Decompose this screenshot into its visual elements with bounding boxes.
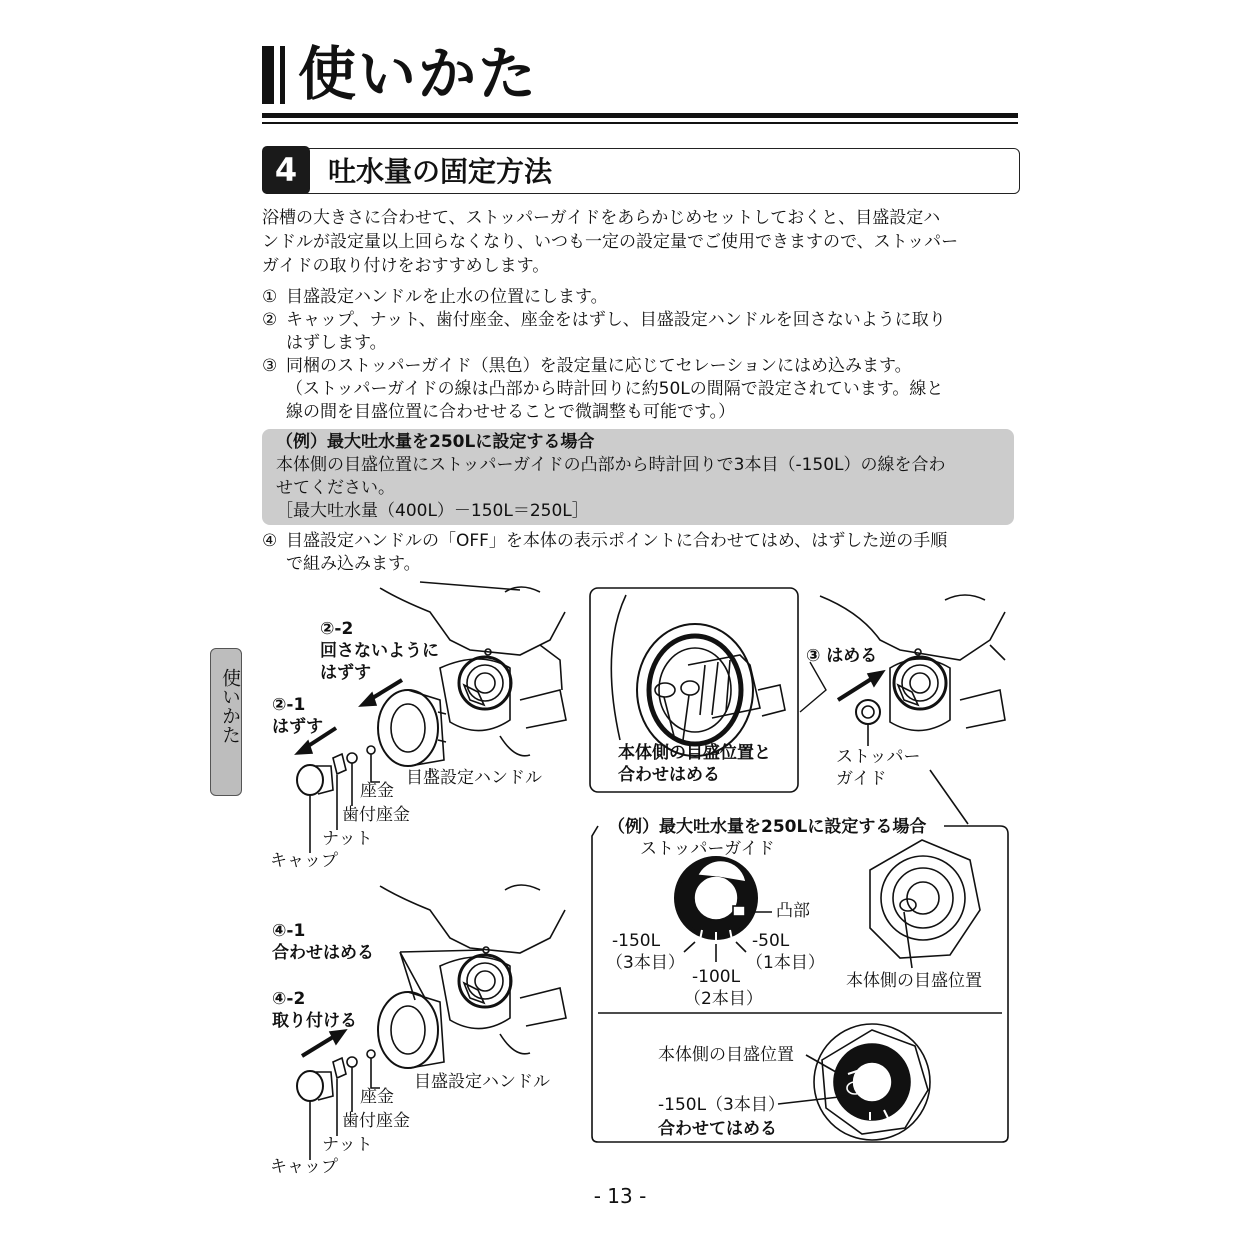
step-number: ③ xyxy=(262,356,278,376)
faucet-body-illustration-bottom xyxy=(380,885,566,1054)
step-4-2-text: 取り付ける xyxy=(272,1011,357,1031)
align-150-label: -150L（3本目） xyxy=(658,1095,785,1115)
mark-150-label: -150L xyxy=(612,931,661,951)
mark-100-label: -100L xyxy=(692,967,741,987)
handle-part-illustration-bottom xyxy=(378,992,444,1068)
mark-50-sub: （1本目） xyxy=(746,953,825,973)
washer-label: 座金 xyxy=(360,781,394,801)
toothed-washer-label: 歯付座金 xyxy=(342,1111,410,1131)
cap-label: キャップ xyxy=(270,851,338,871)
section-title: 吐水量の固定方法 xyxy=(328,155,553,188)
step-text: （ストッパーガイドの線は凸部から時計回りに約50Lの間隔で設定されています。線と xyxy=(286,379,944,399)
example-title: （例）最大吐水量を250Lに設定する場合 xyxy=(276,432,595,452)
step-text: 目盛設定ハンドルを止水の位置にします。 xyxy=(286,287,608,307)
mark-150-sub: （3本目） xyxy=(606,953,685,973)
stopper-ring-diagram xyxy=(676,858,756,942)
page-number: - 13 - xyxy=(593,1184,647,1208)
step-4-1-number: ④-1 xyxy=(272,921,306,941)
dial-illustration xyxy=(459,649,511,709)
detail-caption-2: 合わせはめる xyxy=(618,765,720,785)
washer-label: 座金 xyxy=(360,1087,394,1107)
example-text: せてください。 xyxy=(276,478,395,498)
convex-label: 凸部 xyxy=(776,901,810,921)
step-number: ④ xyxy=(262,531,278,551)
intro-line: 浴槽の大きさに合わせて、ストッパーガイドをあらかじめセットしておくと、目盛設定ハ xyxy=(262,208,941,228)
step-2-2-text: 回さないように xyxy=(320,641,439,661)
example-panel-title: （例）最大吐水量を250Lに設定する場合 xyxy=(604,816,930,838)
example-formula: ［最大吐水量（400L）－150L＝250L］ xyxy=(276,501,589,521)
step-3-label: ③ はめる xyxy=(806,646,878,666)
arrow-insert-illustration xyxy=(838,671,884,700)
handle-label: 目盛設定ハンドル xyxy=(414,1072,550,1092)
combined-dial-diagram xyxy=(814,1024,930,1140)
step-text: はずします。 xyxy=(286,333,387,353)
stopper-guide-label: ストッパー xyxy=(836,747,921,767)
step-number: ① xyxy=(262,287,278,307)
dial-illustration-right xyxy=(894,649,946,709)
intro-line: ガイドの取り付けをおすすめします。 xyxy=(262,256,550,276)
body-position-label-2: 本体側の目盛位置 xyxy=(658,1045,794,1065)
dial-illustration-bottom xyxy=(459,947,511,1007)
side-tab-label: 使いかた xyxy=(219,668,241,744)
step-2-2-number: ②-2 xyxy=(320,619,354,639)
nut-label: ナット xyxy=(322,1135,373,1155)
step-2-2-text-2: はずす xyxy=(320,663,371,683)
page-title: 使いかた xyxy=(298,40,539,108)
body-dial-diagram xyxy=(870,840,980,968)
align-instruction: 合わせてはめる xyxy=(658,1119,777,1139)
step-4-1-text: 合わせはめる xyxy=(272,943,374,963)
step-2-1-text: はずす xyxy=(272,717,323,737)
intro-line: ンドルが設定量以上回らなくなり、いつも一定の設定量でご使用できますので、ストッパー xyxy=(262,232,959,252)
step-text: キャップ、ナット、歯付座金、座金をはずし、目盛設定ハンドルを回さないように取り xyxy=(286,310,946,330)
mark-50-label: -50L xyxy=(752,931,790,951)
section-number: 4 xyxy=(262,146,310,194)
handle-part-illustration xyxy=(378,690,446,766)
nut-label: ナット xyxy=(322,829,373,849)
step-text: 線の間を目盛位置に合わせせることで微調整も可能です。） xyxy=(286,402,736,422)
step-text: 目盛設定ハンドルの「OFF」を本体の表示ポイントに合わせてはめ、はずした逆の手順 xyxy=(286,531,948,551)
detail-caption: 本体側の目盛位置と xyxy=(618,743,771,763)
arrow-attach-illustration xyxy=(302,1030,346,1056)
step-text: 同梱のストッパーガイド（黒色）を設定量に応じてセレーションにはめ込みます。 xyxy=(286,356,912,376)
stopper-guide-illustration xyxy=(856,700,880,724)
toothed-washer-label: 歯付座金 xyxy=(342,805,410,825)
body-position-label: 本体側の目盛位置 xyxy=(846,971,982,991)
step-number: ② xyxy=(262,310,278,330)
detail-close-up-illustration xyxy=(611,595,785,756)
step-4-2-number: ④-2 xyxy=(272,989,306,1009)
example-text: 本体側の目盛位置にストッパーガイドの凸部から時計回りで3本目（-150L）の線を合わ xyxy=(276,455,946,475)
mark-100-sub: （2本目） xyxy=(684,989,763,1009)
cap-label: キャップ xyxy=(270,1157,338,1177)
step-2-1-number: ②-1 xyxy=(272,695,306,715)
step-text: で組み込みます。 xyxy=(286,554,421,574)
stopper-guide-label-2: ガイド xyxy=(836,769,887,789)
stopper-guide-caption: ストッパーガイド xyxy=(640,839,775,859)
handle-label: 目盛設定ハンドル xyxy=(406,768,542,788)
